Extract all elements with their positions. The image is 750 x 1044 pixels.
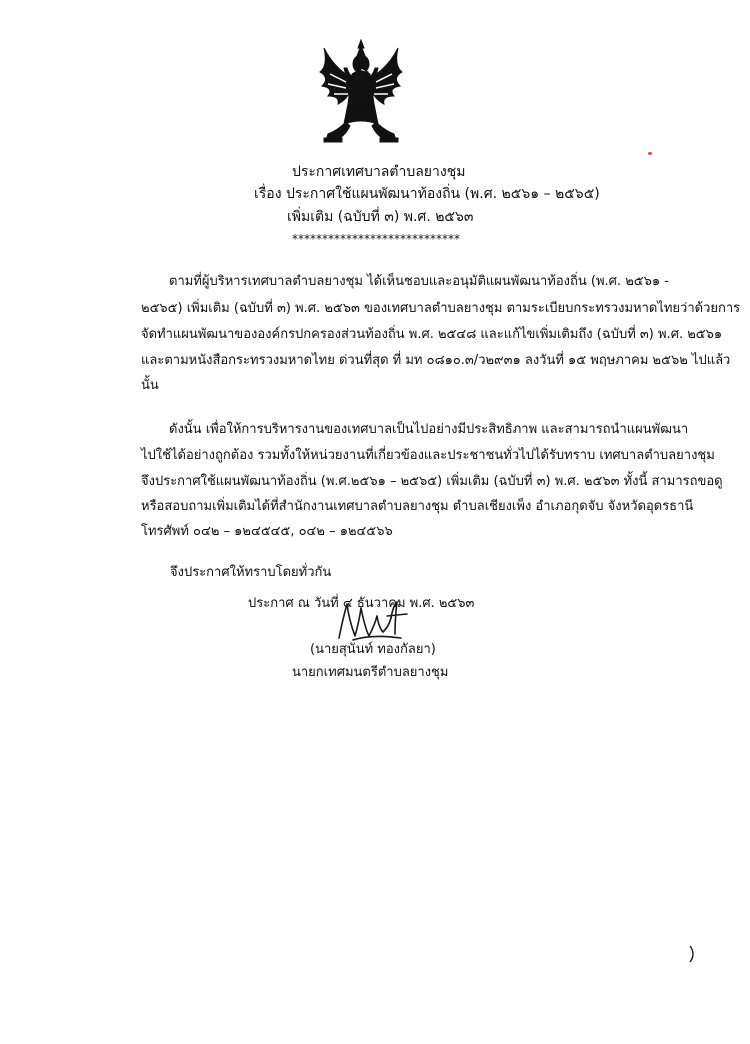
garuda-emblem-icon (316, 38, 406, 144)
announcement-title: ประกาศเทศบาลตำบลยางชุม (292, 164, 466, 180)
paragraph-2-line-2: ไปใช้ได้อย่างถูกต้อง รวมทั้งให้หน่วยงานที่เกี่ยวข้องและประชาชนทั่วไปได้รับทราบ เทศบาลตำบลยางชุม (141, 448, 715, 463)
paragraph-1-line-4: และตามหนังสือกระทรวงมหาดไทย ด่วนที่สุด ที่ มท ๐๘๑๐.๓/ว๒๙๓๑ ลงวันที่ ๑๕ พฤษภาคม ๒๕๖๒ ไปแล้ว (141, 353, 731, 368)
announcement-subject: เรื่อง ประกาศใช้แผนพัฒนาท้องถิ่น (พ.ศ. ๒๕๖๑ – ๒๕๖๕) (254, 186, 600, 202)
ink-speck (648, 152, 652, 155)
paragraph-1-line-1: ตามที่ผู้บริหารเทศบาลตำบลยางชุม ได้เห็นชอบและอนุมัติแผนพัฒนาท้องถิ่น (พ.ศ. ๒๕๖๑ - (169, 274, 669, 289)
page-edge-mark-icon (687, 944, 699, 964)
paragraph-2-line-3: จึงประกาศใช้แผนพัฒนาท้องถิ่น (พ.ศ.๒๕๖๑ – ๒๕๖๕) เพิ่มเติม (ฉบับที่ ๓) พ.ศ. ๒๕๖๓ ทั้งนี้ สามารถขอดู (141, 474, 723, 489)
announcement-dateline: ประกาศ ณ วันที่ ๔ ธันวาคม พ.ศ. ๒๕๖๓ (248, 596, 475, 611)
announcement-subject-continued: เพิ่มเติม (ฉบับที่ ๓) พ.ศ. ๒๕๖๓ (287, 209, 474, 225)
paragraph-1-line-3: จัดทำแผนพัฒนาขององค์กรปกครองส่วนท้องถิ่น พ.ศ. ๒๕๔๘ และแก้ไขเพิ่มเติมถึง (ฉบับที่ ๓) พ.ศ. ๒๕๖๑ (141, 327, 723, 342)
paragraph-1-line-5: นั้น (141, 378, 159, 393)
paragraph-1-line-2: ๒๕๖๕) เพิ่มเติม (ฉบับที่ ๓) พ.ศ. ๒๕๖๓ ของเทศบาลตำบลยางชุม ตามระเบียบกระทรวงมหาดไทยว่าด้วยการ (141, 301, 741, 316)
paragraph-2-line-4: หรือสอบถามเพิ่มเติมได้ที่สำนักงานเทศบาลตำบลยางชุม ตำบลเชียงเพ็ง อำเภอกุดจับ จังหวัดอุดรธานี (141, 499, 694, 514)
paragraph-2-line-5: โทรศัพท์ ๐๔๒ – ๑๒๔๕๔๕, ๐๔๒ – ๑๒๔๕๖๖ (141, 524, 393, 539)
closing-statement: จึงประกาศให้ทราบโดยทั่วกัน (170, 565, 332, 580)
handwritten-signature-icon (331, 598, 417, 644)
title-separator: **************************** (292, 232, 460, 246)
signer-name: (นายสุนันท์ ทองกัลยา) (310, 642, 436, 657)
signer-title: นายกเทศมนตรีตำบลยางชุม (292, 665, 449, 680)
paragraph-2-line-1: ดังนั้น เพื่อให้การบริหารงานของเทศบาลเป็นไปอย่างมีประสิทธิภาพ และสามารถนำแผนพัฒนา (169, 422, 689, 437)
